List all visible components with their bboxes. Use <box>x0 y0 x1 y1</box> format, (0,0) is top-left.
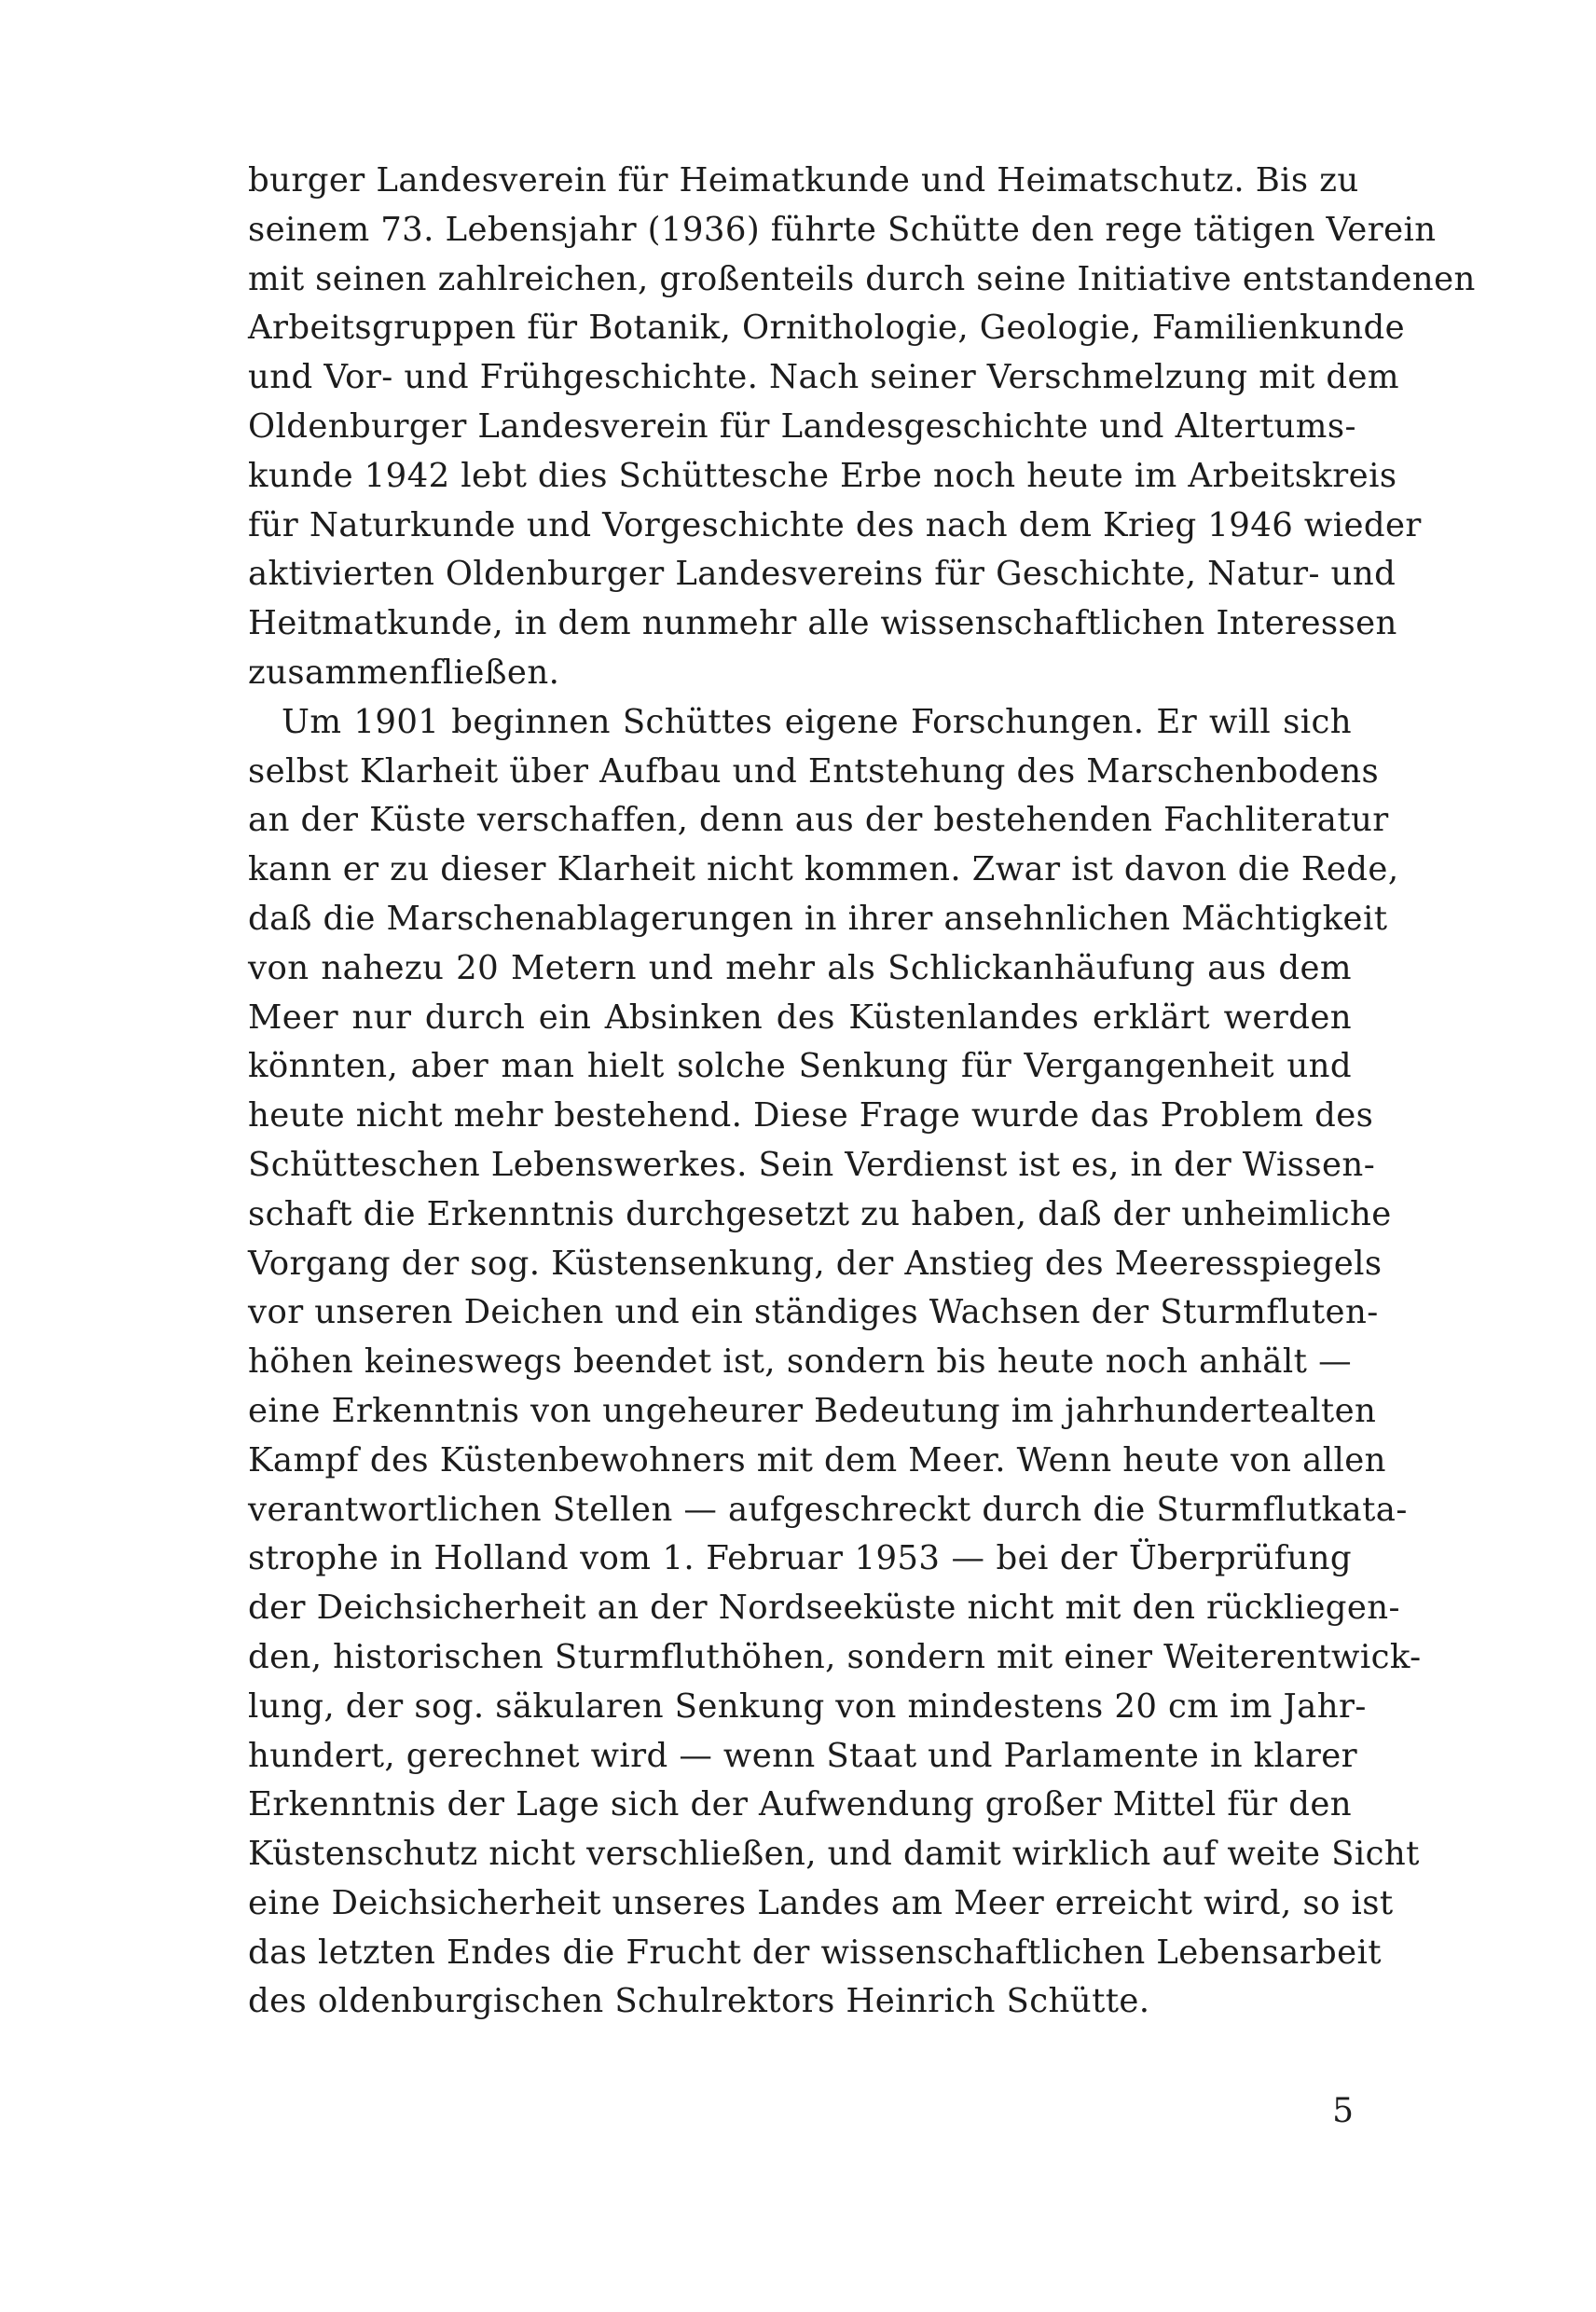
text-line: höhen keineswegs beendet ist, sondern bis heute noch anhält — <box>248 1342 1352 1382</box>
text-line: das letzten Endes die Frucht der wissenschaftlichen Lebensarbeit <box>248 1933 1382 1972</box>
text-line: burger Landesverein für Heimatkunde und Heimatschutz. Bis zu <box>248 161 1359 200</box>
text-line: selbst Klarheit über Aufbau und Entstehung des Marschenbodens <box>248 751 1380 791</box>
text-line: hundert, gerechnet wird — wenn Staat und Parlamente in klarer <box>248 1736 1358 1775</box>
text-line: daß die Marschenablagerungen in ihrer ansehnlichen Mächtigkeit <box>248 899 1388 938</box>
text-line: von nahezu 20 Metern und mehr als Schlickanhäufung aus dem <box>248 948 1352 987</box>
text-line: eine Erkenntnis von ungeheurer Bedeutung im jahrhundertealten <box>248 1391 1377 1430</box>
text-line: verantwortlichen Stellen — aufgeschreckt durch die Sturmflutkata- <box>248 1490 1408 1529</box>
text-line: Um 1901 beginnen Schüttes eigene Forschungen. Er will sich <box>282 702 1352 741</box>
text-line: aktivierten Oldenburger Landesvereins für Geschichte, Natur- und <box>248 555 1396 594</box>
body-text <box>248 157 1476 2027</box>
text-line: den, historischen Sturmfluthöhen, sondern mit einer Weiterentwick- <box>248 1637 1422 1676</box>
text-line: Kampf des Küstenbewohners mit dem Meer. Wenn heute von allen <box>248 1440 1386 1479</box>
text-line: lung, der sog. säkularen Senkung von mindestens 20 cm im Jahr- <box>248 1686 1367 1726</box>
text-line: Erkenntnis der Lage sich der Aufwendung großer Mittel für den <box>248 1785 1352 1824</box>
text-line: und Vor- und Frühgeschichte. Nach seiner Verschmelzung mit dem <box>248 358 1399 397</box>
text-line: könnten, aber man hielt solche Senkung für Vergangenheit und <box>248 1047 1352 1086</box>
text-line: für Naturkunde und Vorgeschichte des nach dem Krieg 1946 wieder <box>248 505 1422 544</box>
text-line: heute nicht mehr bestehend. Diese Frage wurde das Problem des <box>248 1096 1374 1135</box>
text-line: Meer nur durch ein Absinken des Küstenlandes erklärt werden <box>248 998 1352 1037</box>
text-line: kann er zu dieser Klarheit nicht kommen. Zwar ist davon die Rede, <box>248 850 1399 889</box>
text-line: kunde 1942 lebt dies Schüttesche Erbe noch heute im Arbeitskreis <box>248 456 1397 495</box>
text-line: an der Küste verschaffen, denn aus der bestehenden Fachliteratur <box>248 801 1389 840</box>
text-line: eine Deichsicherheit unseres Landes am Meer erreicht wird, so ist <box>248 1883 1394 1922</box>
text-line: strophe in Holland vom 1. Februar 1953 — bei der Überprüfung <box>248 1539 1352 1578</box>
text-line: schaft die Erkenntnis durchgesetzt zu haben, daß der unheimliche <box>248 1194 1392 1233</box>
text-line: Oldenburger Landesverein für Landesgeschichte und Altertums- <box>248 406 1356 446</box>
text-line: Heitmatkunde, in dem nunmehr alle wissenschaftlichen Interessen <box>248 604 1397 643</box>
text-line: vor unseren Deichen und ein ständiges Wachsen der Sturmfluten- <box>248 1293 1379 1332</box>
page-number: 5 <box>1332 2092 1354 2130</box>
text-line: Arbeitsgruppen für Botanik, Ornithologie, Geologie, Familienkunde <box>248 309 1406 348</box>
text-line: zusammenfließen. <box>248 653 560 692</box>
text-line: Küstenschutz nicht verschließen, und damit wirklich auf weite Sicht <box>248 1835 1420 1874</box>
text-line: seinem 73. Lebensjahr (1936) führte Schütte den rege tätigen Verein <box>248 210 1437 249</box>
text-line: des oldenburgischen Schulrektors Heinrich Schütte. <box>248 1982 1150 2021</box>
text-line: Vorgang der sog. Küstensenkung, der Anstieg des Meeresspiegels <box>248 1244 1383 1283</box>
paragraph-2 <box>248 698 1422 2028</box>
paragraph-1 <box>248 157 1476 698</box>
text-line: der Deichsicherheit an der Nordseeküste nicht mit den rückliegen- <box>248 1589 1400 1628</box>
text-line: mit seinen zahlreichen, großenteils durch seine Initiative entstandenen <box>248 259 1476 298</box>
text-line: Schütteschen Lebenswerkes. Sein Verdienst ist es, in der Wissen- <box>248 1145 1376 1184</box>
